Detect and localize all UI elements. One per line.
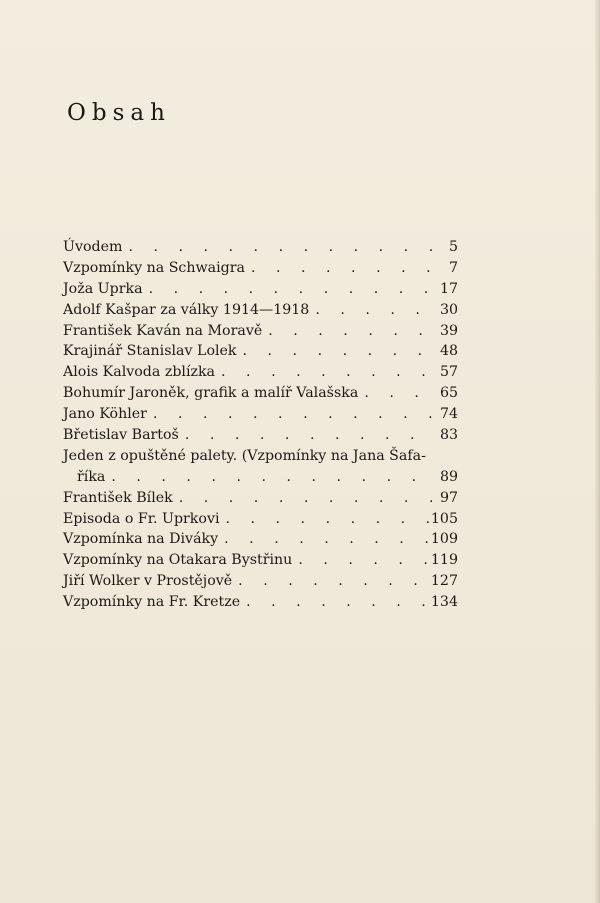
- toc-entry-title: Úvodem: [63, 239, 123, 255]
- toc-row: [63, 592, 458, 613]
- toc-row: [63, 529, 458, 550]
- toc-leader-dots: [215, 362, 432, 383]
- toc-row: [63, 258, 458, 279]
- toc-page-number: 30: [439, 301, 458, 318]
- toc-leader-dots: [105, 467, 432, 488]
- toc-page-number: 134: [430, 594, 458, 611]
- toc-page-number: 89: [439, 468, 458, 485]
- toc-entry-title: Vzpomínky na Schwaigra: [63, 259, 245, 276]
- toc-row: [63, 341, 458, 362]
- toc-page-number: 119: [430, 552, 458, 569]
- page-edge-shadow: [594, 0, 600, 903]
- toc-entry-title: František Kaván na Moravě: [63, 322, 263, 339]
- toc-leader-dots: [143, 279, 432, 300]
- toc-page-number: 17: [439, 280, 458, 297]
- toc-leader-dots: [179, 425, 432, 446]
- toc-page-number: 57: [439, 364, 458, 381]
- toc-page-number: 105: [430, 510, 458, 527]
- toc-leader-dots: [237, 341, 432, 362]
- toc-row: [63, 279, 458, 300]
- toc-page-number: 65: [439, 385, 458, 402]
- table-of-contents: [63, 237, 458, 613]
- toc-leader-dots: [262, 321, 432, 342]
- toc-row: [63, 237, 458, 258]
- toc-page-number: 83: [439, 427, 458, 444]
- toc-page-number: 74: [439, 406, 458, 423]
- toc-page-number: 39: [439, 322, 458, 339]
- toc-entry-title: říka: [77, 468, 106, 485]
- toc-entry-title: Vzpomínky na Fr. Kretze: [63, 594, 241, 611]
- toc-leader-dots: [240, 592, 431, 613]
- toc-page-number: 48: [439, 343, 458, 360]
- toc-entry-title: Episoda o Fr. Uprkovi: [63, 510, 220, 527]
- toc-leader-dots: [122, 237, 432, 258]
- toc-row: [63, 383, 458, 404]
- toc-entry-title: Břetislav Bartoš: [63, 427, 179, 444]
- toc-page-number: 5: [448, 239, 458, 255]
- toc-row: [63, 300, 458, 321]
- toc-entry-title: Bohumír Jaroněk, grafik a malíř Valašska: [63, 385, 359, 402]
- toc-row: [63, 362, 458, 383]
- toc-row: [63, 425, 458, 446]
- toc-page-number: 97: [439, 489, 458, 506]
- toc-entry-title: Alois Kalvoda zblízka: [63, 364, 216, 381]
- toc-row: [63, 509, 458, 530]
- toc-page-number: 127: [430, 573, 458, 590]
- toc-row: [63, 488, 458, 509]
- toc-leader-dots: [220, 509, 431, 530]
- toc-row: [63, 321, 458, 342]
- toc-entry-title: František Bílek: [63, 489, 173, 506]
- toc-row: [63, 404, 458, 425]
- toc-row: [63, 446, 458, 467]
- toc-page-number: 109: [430, 531, 458, 548]
- page-title: Obsah: [67, 100, 171, 126]
- toc-entry-title: Krajinář Stanislav Lolek: [63, 343, 237, 360]
- toc-entry-title: Jeden z opuštěné palety. (Vzpomínky na Jana Šafa-: [63, 447, 426, 464]
- toc-entry-title: Jano Köhler: [63, 406, 147, 423]
- toc-entry-title: Jiří Wolker v Prostějově: [63, 573, 233, 590]
- toc-page-number: 7: [448, 259, 458, 276]
- toc-row: [63, 571, 458, 592]
- toc-leader-dots: [232, 571, 431, 592]
- toc-row: [63, 550, 458, 571]
- toc-leader-dots: [218, 529, 431, 550]
- toc-entry-title: Joža Uprka: [63, 280, 143, 297]
- toc-row: [63, 467, 458, 488]
- toc-leader-dots: [358, 383, 432, 404]
- toc-leader-dots: [292, 550, 431, 571]
- toc-leader-dots: [245, 258, 432, 279]
- toc-entry-title: Vzpomínka na Diváky: [63, 531, 219, 548]
- toc-leader-dots: [147, 404, 432, 425]
- toc-leader-dots: [309, 300, 432, 321]
- toc-entry-title: Vzpomínky na Otakara Bystřinu: [63, 552, 293, 569]
- toc-leader-dots: [173, 488, 432, 509]
- toc-entry-title: Adolf Kašpar za války 1914—1918: [63, 301, 310, 318]
